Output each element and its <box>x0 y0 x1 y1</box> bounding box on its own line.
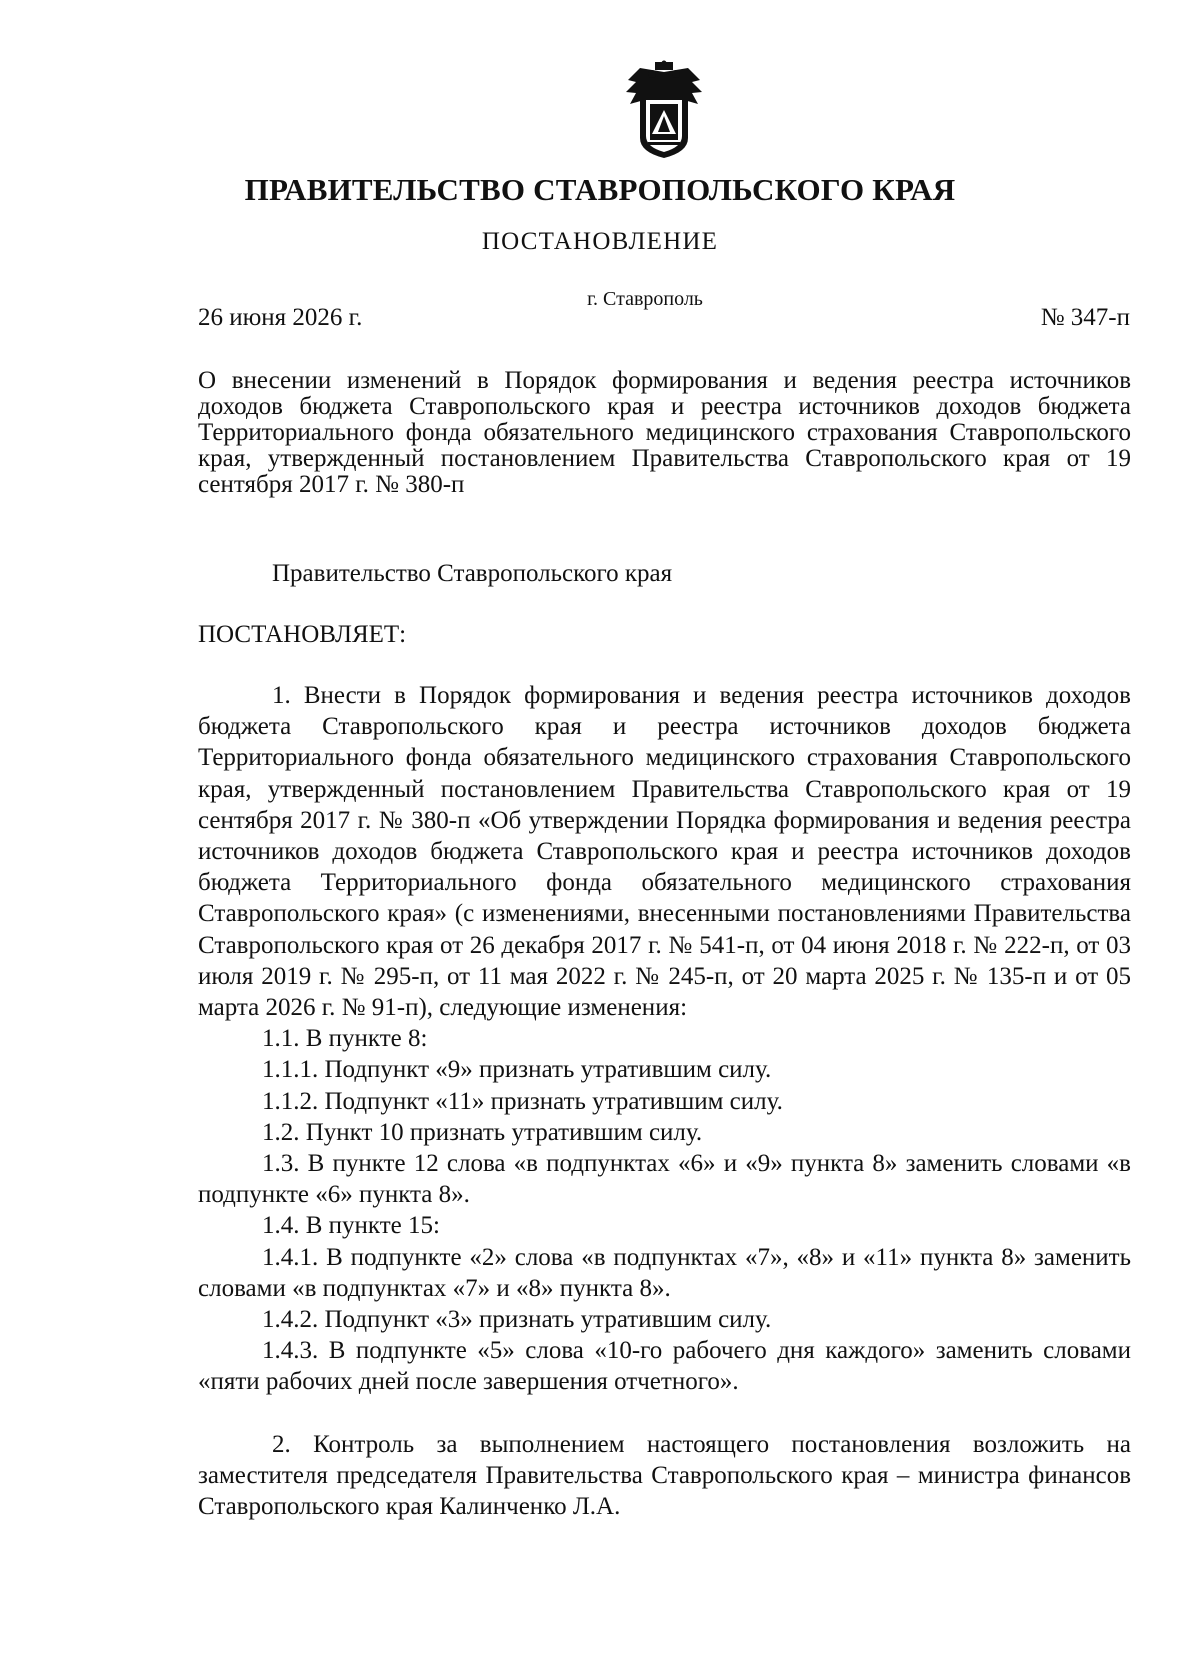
item-1-3: 1.3. В пункте 12 слова «в подпунктах «6» и «9» пункта 8» заменить словами «в подпункте «6» пункта 8». <box>198 1150 1131 1209</box>
resolution-body <box>198 680 1131 1522</box>
item-2: 2. Контроль за выполнением настоящего постановления возложить на заместителя председателя Правительства Ставропольского края – министра финансов Ставропольского края Калинченко Л.А. <box>198 1430 1131 1521</box>
item-1-1: 1.1. В пункте 8: <box>262 1025 428 1053</box>
item-1-4: 1.4. В пункте 15: <box>262 1212 440 1240</box>
item-1: 1. Внести в Порядок формирования и ведения реестра источников доходов бюджета Ставропольского края и реестра источников доходов бюджета Территориального фонда обязательного медицинского страхования Ставропольского края, утвержденный постановлением Правительства Ставропольского края от 19 сентября 2017 г. № 380-п «Об утверждении Порядка формирования и ведения реестра источников доходов бюджета Ставропольского края и реестра источников доходов бюджета Территориального фонда обязательного медицинского страхования Ставропольского края» (с изменениями, внесенными постановлениями Правительства Ставропольского края от 26 декабря 2017 г. № 541-п, от 04 июня 2018 г. № 222-п, от 03 июля 2019 г. № 295-п, от 11 мая 2022 г. № 245-п, от 20 марта 2025 г. № 135-п и от 05 марта 2026 г. № 91-п), следующие изменения: <box>198 682 1131 1022</box>
paragraph-gap <box>198 1398 1131 1429</box>
item-1-2: 1.2. Пункт 10 признать утратившим силу. <box>262 1118 703 1146</box>
item-1-4-3: 1.4.3. В подпункте «5» слова «10-го рабочего дня каждого» заменить словами «пяти рабочих дней после завершения отчетного». <box>198 1337 1131 1396</box>
preamble-lead: Правительство Ставропольского края <box>272 560 673 587</box>
document-subject: О внесении изменений в Порядок формирования и ведения реестра источников доходов бюджета Ставропольского края и реестра источников доходов бюджета Территориального фонда обязательного медицинского страхования Ставропольского края, утвержденный постановлением Правительства Ставропольского края от 19 сентября 2017 г. № 380-п <box>198 367 1131 498</box>
document-number: № 347-п <box>1040 304 1130 331</box>
item-1-1-1: 1.1.1. Подпункт «9» признать утратившим силу. <box>262 1056 772 1084</box>
preamble-decree: ПОСТАНОВЛЯЕТ: <box>198 621 407 648</box>
issue-city: г. Ставрополь <box>587 288 703 310</box>
coat-of-arms-graphic <box>622 60 706 160</box>
issue-date: 26 июня 2026 г. <box>198 304 363 331</box>
item-1-4-1: 1.4.1. В подпункте «2» слова «в подпунктах «7», «8» и «11» пункта 8» заменить словами «в подпунктах «7» и «8» пункта 8». <box>198 1243 1131 1302</box>
item-1-1-2: 1.1.2. Подпункт «11» признать утратившим силу. <box>262 1087 783 1115</box>
item-1-4-2: 1.4.2. Подпункт «3» признать утратившим силу. <box>262 1306 772 1334</box>
coat-of-arms-icon <box>622 60 706 160</box>
organization-title: ПРАВИТЕЛЬСТВО СТАВРОПОЛЬСКОГО КРАЯ <box>244 172 956 207</box>
document-type: ПОСТАНОВЛЕНИЕ <box>481 228 719 255</box>
